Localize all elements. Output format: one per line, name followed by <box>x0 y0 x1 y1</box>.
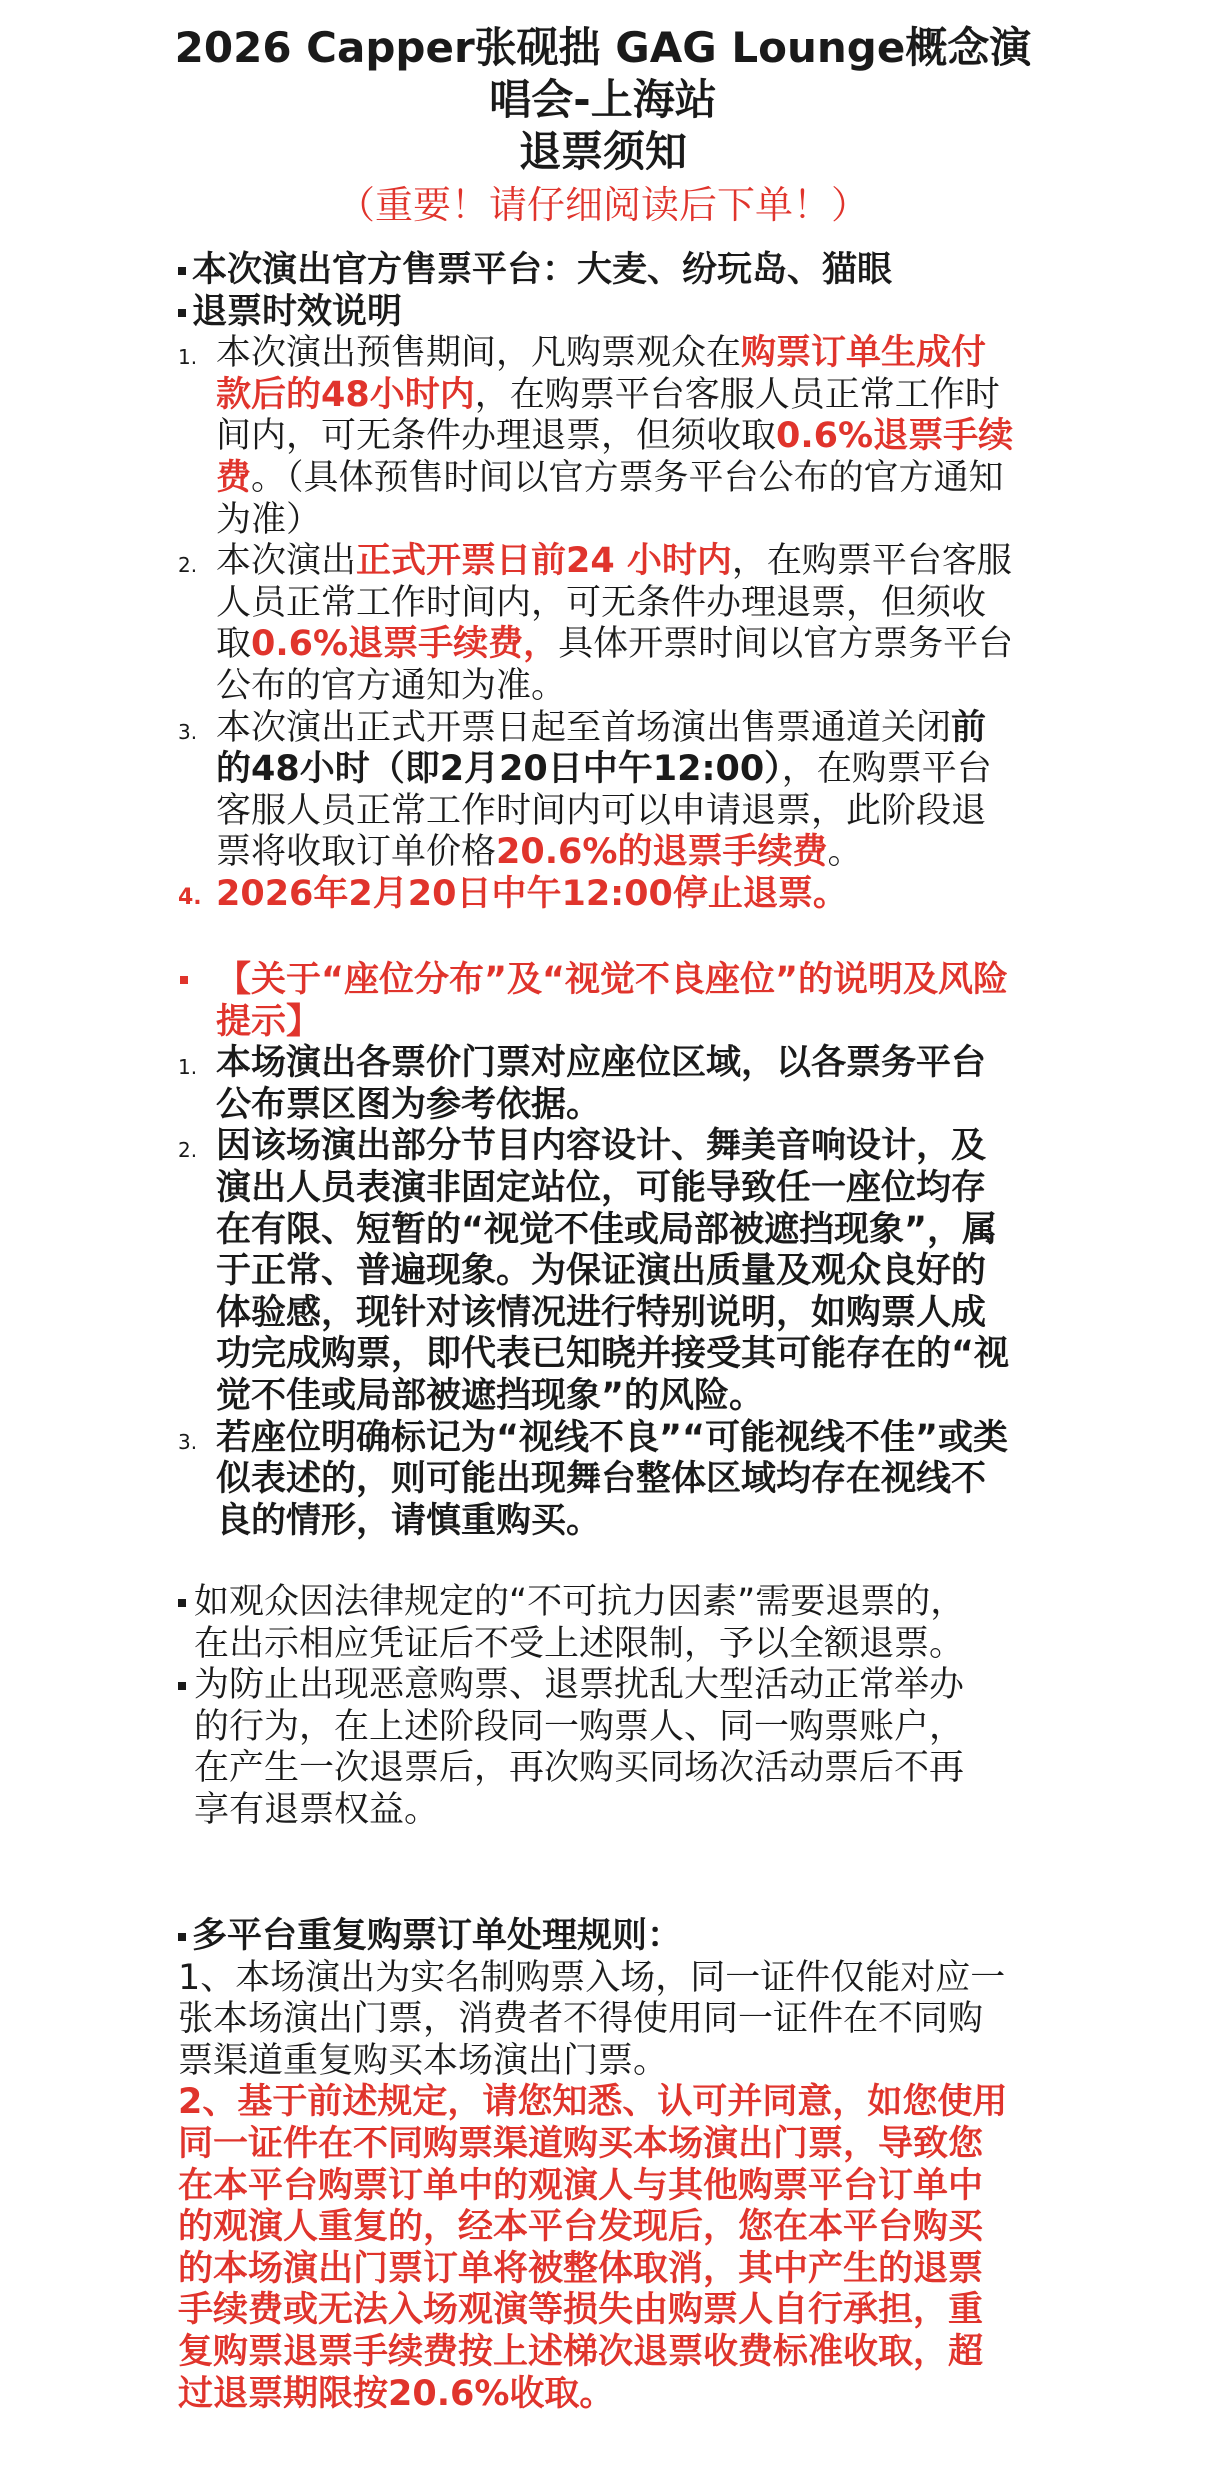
bullet-square-icon <box>178 309 186 317</box>
refund-item-4 <box>178 874 1016 916</box>
item-number: 2. <box>178 1138 198 1163</box>
item-highlight: 2026年2月20日中午12:00停止退票。 <box>216 873 848 914</box>
bullet-square-icon <box>180 976 188 984</box>
exception-text: 为防止出现恶意购票、退票扰乱大型活动正常举办的行为，在上述阶段同一购票人、同一购票账户，在产生一次退票后，再次购买同场次活动票后不再享有退票权益。 <box>194 1665 965 1830</box>
duplicate-rule-1: 1、本场演出为实名制购票入场，同一证件仅能对应一张本场演出门票，消费者不得使用同一证件在不同购票渠道重复购买本场演出门票。 <box>178 1957 1006 2081</box>
seating-heading-text: 【关于“座位分布”及“视觉不良座位”的说明及风险提示】 <box>216 960 1009 1042</box>
seating-heading <box>178 960 1016 1043</box>
title-line-2: 唱会-上海站 <box>489 75 717 124</box>
seating-item-3 <box>178 1418 1016 1543</box>
duplicate-heading-text: 多平台重复购票订单处理规则： <box>192 1916 683 1956</box>
item-text: ，在购票平台客服人员正常工作时间内可以申请退票，此阶段退票将收取订单价格 <box>216 749 992 873</box>
bullet-square-icon <box>178 267 186 275</box>
exception-text: 如观众因法律规定的“不可抗力因素”需要退票的，在出示相应凭证后不受上述限制，予以全额退票。 <box>194 1582 966 1664</box>
item-highlight: 0.6%退票手续费 <box>216 416 1014 498</box>
section-refund-policy <box>178 250 1016 916</box>
item-text: 本次演出预售期间，凡购票观众在 <box>216 333 742 374</box>
item-number: 1. <box>178 345 198 370</box>
item-highlight: 20.6%的退票手续费 <box>496 832 828 873</box>
item-highlight: 购票订单生成付款后的48小时内 <box>216 333 987 415</box>
seating-item-1 <box>178 1043 1016 1126</box>
section-exceptions <box>178 1582 996 1832</box>
item-text: 具体开票时间以官方票务平台公布的官方通知为准。 <box>216 624 1014 706</box>
item-text: ，在购票平台客服人员正常工作时间内，可无条件办理退票，但须收取 <box>216 374 1000 457</box>
item-highlight: 正式开票日前24 小时内 <box>356 541 732 582</box>
item-number: 2. <box>178 553 198 578</box>
item-bold: 前的48小时（即2月20日中午12:00） <box>216 707 987 790</box>
exception-bullet-2 <box>178 1665 996 1831</box>
section-duplicate-orders <box>178 1916 1016 2415</box>
platforms-text: 本次演出官方售票平台：大麦、纷玩岛、猫眼 <box>192 250 893 290</box>
refund-item-2 <box>178 541 1016 707</box>
duplicate-rule-2: 2、基于前述规定，请您知悉、认可并同意，如您使用同一证件在不同购票渠道购买本场演出门票，导致您在本平台购票订单中的观演人与其他购票平台订单中的观演人重复的，经本平台发现后，您在本平台购买的本场演出门票订单将被整体取消，其中产生的退票手续费或无法入场观演等损失由购票人自行承担，重复购票退票手续费按上述梯次退票收费标准收取，超过退票期限按20.6%收取。 <box>178 2082 1008 2414</box>
timeliness-heading-text: 退票时效说明 <box>192 291 403 332</box>
item-number: 3. <box>178 1429 198 1454</box>
item-text: 本场演出各票价门票对应座位区域，以各票务平台公布票区图为参考依据。 <box>216 1043 987 1125</box>
item-number: 4. <box>178 884 202 910</box>
title-line-3: 退票须知 <box>518 127 687 176</box>
section-seating <box>178 960 1016 1542</box>
item-text: 本次演出 <box>216 541 357 582</box>
refund-item-1 <box>178 333 1016 541</box>
platforms-line <box>178 250 1016 292</box>
exception-bullet-1 <box>178 1582 996 1665</box>
item-text: ，在购票平台客服人员正常工作时间内，可无条件办理退票，但须收取 <box>216 541 1012 665</box>
item-text: 本次演出正式开票日起至首场演出售票通道关闭 <box>216 707 952 748</box>
page-subtitle: （重要！请仔细阅读后下单！） <box>336 183 869 227</box>
duplicate-heading <box>178 1916 1016 1958</box>
title-line-1: 2026 Capper张砚拙 GAG Lounge概念演 <box>174 23 1032 72</box>
item-text: 因该场演出部分节目内容设计、舞美音响设计，及演出人员表演非固定站位，可能导致任一座位均存在有限、短暂的“视觉不佳或局部被遮挡现象”，属于正常、普遍现象。为保证演出质量及观众良好的体验感，现针对该情况进行特别说明，如购票人成功完成购票，即代表已知晓并接受其可能存在的“视觉不佳或局部被遮挡现象”的风险。 <box>216 1126 1010 1416</box>
item-text: 。 <box>827 832 863 873</box>
timeliness-heading <box>178 292 1016 334</box>
bullet-square-icon <box>178 1599 186 1607</box>
item-number: 3. <box>178 719 198 744</box>
seating-item-2 <box>178 1126 1016 1417</box>
page-title <box>0 22 1206 178</box>
bullet-square-icon <box>178 1933 186 1941</box>
item-number: 1. <box>178 1055 198 1080</box>
item-highlight: 0.6%退票手续费， <box>251 624 559 665</box>
bullet-square-icon <box>178 1682 186 1690</box>
item-text: 若座位明确标记为“视线不良”“可能视线不佳”或类似表述的，则可能出现舞台整体区域均存在视线不良的情形，请慎重购买。 <box>216 1417 1009 1541</box>
item-text: 。（具体预售时间以官方票务平台公布的官方通知为准） <box>216 457 1004 540</box>
refund-item-3 <box>178 708 1016 874</box>
